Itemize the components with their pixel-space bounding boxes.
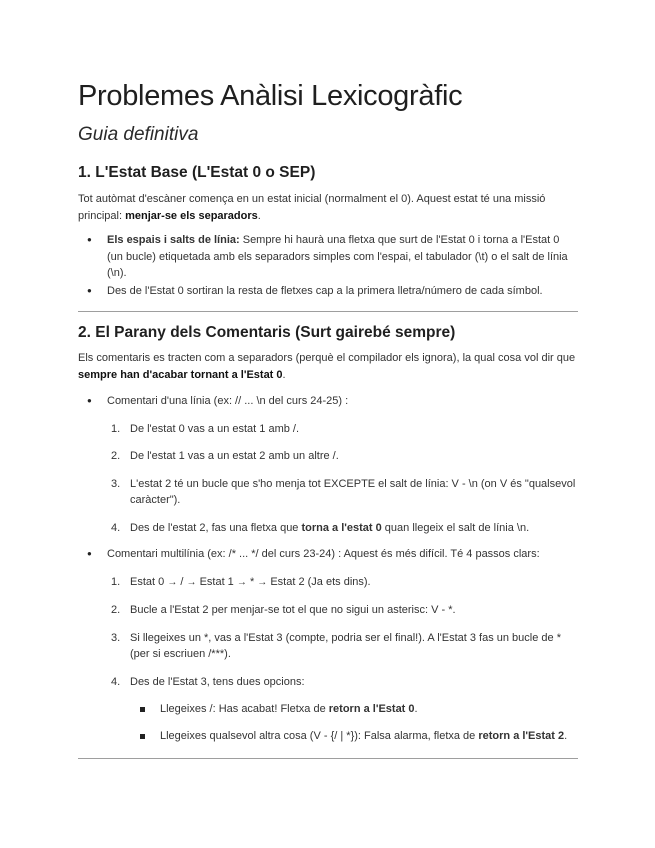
list-item: Llegeixes qualsevol altra cosa (V - {/ | *}): Falsa alarma, fletxa de retorn a l'Estat 2. — [160, 728, 578, 745]
multiline-comment-steps — [111, 574, 578, 745]
list-item: ● Des de l'Estat 0 sortiran la resta de fletxes cap a la primera lletra/número de cada símbol. — [107, 283, 578, 300]
section-1-heading: 1. L'Estat Base (L'Estat 0 o SEP) — [78, 164, 316, 181]
arrow-icon: → — [186, 576, 197, 588]
list-item: 3. Si llegeixes un *, vas a l'Estat 3 (compte, podria ser el final!). A l'Estat 3 fas un bucle de * (per si escriuen /***). — [111, 631, 561, 660]
section-2-heading: 2. El Parany dels Comentaris (Surt gairebé sempre) — [78, 324, 456, 341]
list-item-multiline-comment: ● Comentari multilínia (ex: /* ... */ del curs 23-24) : Aquest és més difícil. Té 4 passos clars: 1. Estat 0 → / → Estat 1 → * → Estat 2 (Ja ets dins). 2. Bucle a l'Estat 2 per menjar-se tot el que no sigui un asterisc: V - *. 3. Si llegeixes un *, vas a l'Estat 3 (compte, podria ser el final!). A l'Estat 3 fas un bucle de * (per si escriuen /***). 4. Des de l'Estat 3, tens dues opcions: Llegeixes /: Has acabat! Fletxa de retorn a l'Estat 0. Llegeixes qualsevol altra cosa (V - {/ | *}): Falsa alarma, fletxa de retorn a l'Estat 2. — [107, 546, 578, 744]
arrow-icon: → — [257, 576, 268, 588]
list-item: 4. Des de l'estat 2, fas una fletxa que torna a l'estat 0 quan llegeix el salt de línia \n. — [111, 521, 530, 534]
list-item: 2. Bucle a l'Estat 2 per menjar-se tot el que no sigui un asterisc: V - *. — [111, 604, 456, 616]
list-item: 1. Estat 0 → / → Estat 1 → * → Estat 2 (Ja ets dins). — [111, 575, 371, 588]
list-item: Llegeixes /: Has acabat! Fletxa de retorn a l'Estat 0. — [160, 701, 578, 718]
exit-options-list — [160, 701, 578, 744]
document-page — [78, 78, 578, 759]
line-comment-steps — [111, 421, 578, 537]
comment-types-list — [107, 393, 578, 744]
section-2-intro: Els comentaris es tracten com a separadors (perquè el compilador els ignora), la qual cosa vol dir que sempre han d'acabar tornant a l'Estat 0. — [78, 352, 576, 381]
section-1-list — [107, 232, 578, 299]
list-item: 4. Des de l'Estat 3, tens dues opcions: Llegeixes /: Has acabat! Fletxa de retorn a l'Estat 0. Llegeixes qualsevol altra cosa (V - {/ | *}): Falsa alarma, fletxa de retorn a l'Estat 2. — [130, 674, 578, 745]
arrow-icon: → — [167, 576, 178, 588]
list-item: 1. De l'estat 0 vas a un estat 1 amb /. — [111, 422, 300, 435]
divider — [78, 758, 578, 759]
list-item-line-comment: ● Comentari d'una línia (ex: // ... \n del curs 24-25) : 1. De l'estat 0 vas a un estat 1 amb /. 2. De l'estat 1 vas a un estat 2 amb un altre /. 3. L'estat 2 té un bucle que s'ho menja tot EXCEPTE el salt de línia: V - \n (on V és "qualsevol caràcter"). 4. Des de l'estat 2, fas una fletxa que torna a l'estat 0 quan llegeix el salt de línia \n. — [107, 393, 578, 536]
list-item: 3. L'estat 2 té un bucle que s'ho menja tot EXCEPTE el salt de línia: V - \n (on V és "qualsevol caràcter"). — [111, 477, 576, 506]
list-item: 2. De l'estat 1 vas a un estat 2 amb un altre /. — [111, 450, 339, 462]
list-item: ● Els espais i salts de línia: Sempre hi haurà una fletxa que surt de l'Estat 0 i torna a l'Estat 0 (un bucle) etiquetada amb els separadors simples com l'espai, el tabulador (\t) o el salt de línia (\n). — [107, 232, 578, 282]
divider — [78, 311, 578, 312]
doc-subtitle: Guia definitiva — [78, 124, 199, 145]
section-1-intro: Tot autòmat d'escàner comença en un estat inicial (normalment el 0). Aquest estat té una missió principal: menjar-se els separadors. — [78, 193, 546, 222]
arrow-icon: → — [236, 576, 247, 588]
doc-title: Problemes Anàlisi Lexicogràfic — [78, 80, 463, 112]
